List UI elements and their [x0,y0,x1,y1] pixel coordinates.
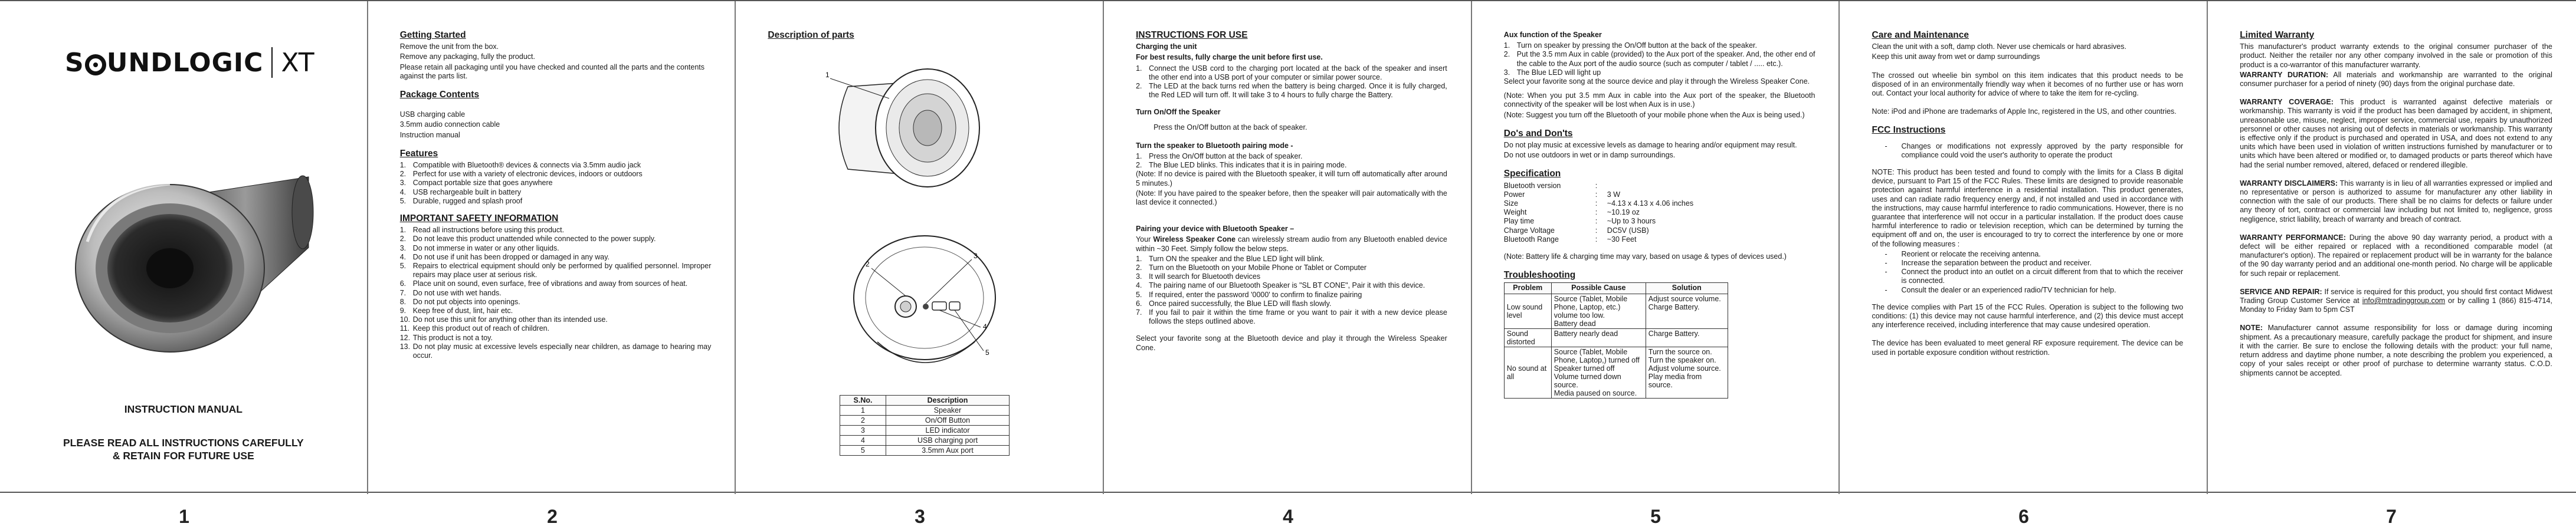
list-item: 2. Turn on the Bluetooth on your Mobile Phone or Tablet or Computer [1136,264,1367,272]
table-row: 2 On/Off Button [840,416,1010,426]
table-row: No sound at all Source (Tablet, Mobile Phone, Laptop,) turned off Speaker turned off Volume turned down source. Media paused on source. Turn the source on. Turn the speaker on. Adjust volume source. Play media from source. [1504,347,1728,398]
speaker-back-diagram [836,224,1007,389]
pairing-mode-steps [1136,152,1447,170]
list-item: 1. Connect the USB cord to the charging port located at the back of the speaker and insert the other end into a USB port of your computer or similar power source. [1136,64,1447,81]
dos-donts-line: Do not use outdoors in wet or in damp surroundings. [1503,151,1676,160]
panel-cover [0,1,368,494]
callout-4: 4 [983,322,988,331]
speaker-cone-illustration [70,153,317,357]
onoff-heading: Turn On/Off the Speaker [1136,108,1221,117]
safety-item: 7. Do not use with wet hands. [399,288,502,297]
list-item: 4. The pairing name of our Bluetooth Speaker is "SL BT CONE", Pair it with this device. [1136,281,1425,290]
package-item: USB charging cable [399,110,466,119]
list-item: - Connect the product into an outlet on a circuit different from that to which the receiver is connected. [1885,268,2184,285]
brand-logo [65,47,314,78]
package-item: 3.5mm audio connection cable [399,120,500,129]
manual-title: INSTRUCTION MANUAL [124,403,242,415]
page-number-7: 7 [2386,506,2397,527]
manual-subtitle [0,436,367,462]
support-email-link[interactable]: info@mtradinggroup.com [2362,297,2446,305]
parts-table-header [840,396,1010,406]
panel-instructions [1104,1,1472,494]
panel-aux-spec [1472,1,1840,494]
safety-item: 2. Do not leave this product unattended while connected to the power supply. [399,235,656,243]
safety-heading: IMPORTANT SAFETY INFORMATION [399,213,559,224]
safety-item: 9. Keep free of dust, lint, hair etc. [399,307,513,315]
charging-steps [1136,64,1447,100]
panel-parts [736,1,1104,494]
list-item: - Reorient or relocate the receiving antenna. [1885,249,2041,258]
care-para: Keep this unit away from wet or damp surroundings [1872,52,2040,61]
spec-row: Bluetooth version : [1503,181,1598,190]
fcc-heading: FCC Instructions [1872,125,1946,136]
spec-row: Bluetooth Range : ~30 Feet [1503,235,1637,243]
aux-steps [1504,41,1815,77]
warranty-intro: This manufacturer's product warranty extends to the original consumer purchaser of the product. Neither the retailer nor any other company involved in the sale or promotion of this product is a co-warrantor of this manufacturer warranty. [2240,42,2552,69]
package-contents-heading: Package Contents [399,90,480,100]
list-item: 7. If you fail to pair it within the time frame or you want to pair it with a new device please follows the steps outlined above. [1136,308,1447,326]
model-name: XT [281,47,314,78]
page-number-2: 2 [547,506,558,527]
fcc-measures [1872,250,2184,295]
care-para: The crossed out wheelie bin symbol on this item indicates that this product needs to be disposed of in an environmentally friendly way when it becomes of no further use or has worn out. Contact your local authority for advice of where to take the item for re-cycling. [1872,71,2184,98]
callout-1: 1 [825,71,830,79]
panel-care-fcc [1840,1,2208,494]
parts-table [840,395,1010,456]
care-para: Clean the unit with a soft, damp cloth. Never use chemicals or hard abrasives. [1872,42,2126,51]
list-item: - Increase the separation between the product and receiver. [1885,259,2092,268]
troubleshooting-heading: Troubleshooting [1503,270,1576,281]
speaker-front-diagram [824,63,1019,193]
safety-item: 4. Do not use if unit has been dropped or damaged in any way. [399,252,610,261]
warranty-duration: WARRANTY DURATION: All materials and workmanship are warranted to the original consumer purchaser for a period of ninety (90) days from the original purchase date. [2240,70,2552,88]
aux-note: (Note: Suggest you turn off the Bluetooth of your mobile phone when the Aux is being used.) [1503,110,1805,119]
features-heading: Features [399,148,438,159]
getting-started-line-2: Remove any packaging, fully the product. [399,52,535,61]
parts-heading: Description of parts [768,30,854,40]
feature-item: 2. Perfect for use with a variety of electronic devices, indoors or outdoors [399,170,643,179]
spec-row: Power : 3 W [1503,190,1621,199]
spec-row: Charge Voltage : DC5V (USB) [1503,226,1649,235]
spec-row: Play time : ~Up to 3 hours [1503,217,1656,226]
safety-item: 3. Do not immerse in water or any other liquids. [399,243,559,252]
warranty-coverage: WARRANTY COVERAGE: This product is warranted against defective materials or workmanship. This warranty is void if the product has been damaged by accident, in shipment, unreasonable use, misuse, neglect, improper service, commercial use, repairs by unauthorized personnel or other causes not arising out of defects in materials or workmanship. This warranty is effective only if the product is purchased and operated in USA, and does not extend to any units which have been used in violation of written instructions furnished by manufacturer or to units which have been altered or modified or, to damaged products or parts thereof which have had the serial number removed, altered, defaced or rendered illegible. [2240,98,2552,169]
table-row: 5 3.5mm Aux port [840,446,1010,456]
spec-row: Weight : ~10.19 oz [1503,208,1640,217]
page-number-5: 5 [1650,506,1661,527]
callout-3: 3 [974,252,978,260]
fcc-note: NOTE: This product has been tested and found to comply with the limits for a Class B digital device, pursuant to Part 15 of the FCC Rules. These limits are designed to provide reasonable protection against harmful interference in a residential installation. This product generates, uses and can radiate radio frequency energy and, if not installed and used in accordance with the instructions, may cause harmful interference to radio communications. However, there is no guarantee that interference will not occur in a particular installation. If the product does cause harmful interference to radio or television reception, which can be determined by turning the equipment off and on, the user is encouraged to try to correct the interference by one or more of the following measures : [1872,168,2184,248]
subtitle-line-1: PLEASE READ ALL INSTRUCTIONS CAREFULLY [63,437,304,449]
pairing-intro: Your Wireless Speaker Cone can wirelessly stream audio from any Bluetooth enabled device within ~30 Feet. Simply follow the below steps. [1136,235,1447,253]
aux-after-steps: Select your favorite song at the source device and play it through the Wireless Speaker Cone. [1503,77,1810,86]
page-number-1: 1 [179,506,189,527]
subtitle-line-2: & RETAIN FOR FUTURE USE [112,450,254,462]
list-item: - Consult the dealer or an experienced radio/TV technician for help. [1885,285,2116,294]
charging-note: For best results, fully charge the unit before first use. [1136,53,1323,62]
brand-text-right: UNDLOGIC [106,47,264,78]
features-list [400,161,712,206]
aux-heading: Aux function of the Speaker [1503,31,1602,39]
spec-note: (Note: Battery life & charging time may vary, based on usage & types of devices used.) [1503,252,1787,261]
fcc-part15: The device complies with Part 15 of the FCC Rules. Operation is subject to the following two conditions: (1) this device may not cause harmful interference, and (2) this device must accept any interference received, including interference that may cause undesired operation. [1872,302,2184,330]
package-item: Instruction manual [399,130,460,139]
feature-item: 4. USB rechargeable built in battery [399,187,522,196]
brand-o-icon [85,54,106,75]
warranty-heading: Limited Warranty [2240,30,2315,40]
fcc-rf: The device has been evaluated to meet general RF exposure requirement. The device can be used in portable exposure condition without restriction. [1872,339,2184,357]
warranty-note: NOTE: Manufacturer cannot assume responsibility for loss or damage during incoming shipment. As a precautionary measure, carefully package the product for shipment, and insure it with the carrier. Be sure to enclose the following details with the product: your full name, return address and daytime phone number, a note describing the problem you experienced, a copy of your sales receipt or other proof of purchase to determine warranty status. C.O.D. shipments cannot be accepted. [2240,324,2552,377]
specification-heading: Specification [1503,169,1561,179]
getting-started-line-3: Please retain all packaging until you have checked and counted all the parts and the contents against the parts list. [399,62,705,80]
pairing-outro: Select your favorite song at the Bluetooth device and play it through the Wireless Speaker Cone. [1136,334,1447,352]
warranty-performance: WARRANTY PERFORMANCE: During the above 90 day warranty period, a product with a defect will be either repaired or replaced with a reconditioned comparable model (at manufacturer's option). The repaired or replacement product will be in warranty for the balance of the 90 day warranty period and an additional one-month period. No charge will be applicable for such repair or replacement. [2240,233,2552,278]
pairing-mode-heading: Turn the speaker to Bluetooth pairing mode - [1136,141,1293,150]
fcc-bullet-list [1872,142,2184,160]
pairing-heading: Pairing your device with Bluetooth Speaker – [1136,225,1294,233]
dos-donts-line: Do not play music at excessive levels as damage to hearing and/or equipment may result. [1503,141,1797,150]
list-item: 2. The LED at the back turns red when the battery is being charged. Once it is fully charged, the Red LED will turn off. It will take 3 to 4 hours to fully charge the Battery. [1136,82,1447,100]
safety-item: 13. Do not play music at excessive levels especially near children, as damage to hearing may occur. [399,342,712,360]
pairing-mode-note: (Note: If you have paired to the speaker before, then the speaker will pair automatically with the last device it connected.) [1136,189,1447,207]
troubleshooting-header: Problem Possible Cause Solution [1504,283,1728,294]
callout-5: 5 [985,348,990,357]
list-item: - Changes or modifications not expressly approved by the party responsible for compliance could void the user's authority to operate the product [1885,141,2184,159]
col-sno: S.No. [840,396,886,406]
table-row: Low sound level Source (Tablet, Mobile Phone, Laptop, etc.) volume too low. Battery dead Adjust source volume. Charge Battery. [1504,294,1728,328]
page-number-3: 3 [915,506,925,527]
pairing-mode-note: (Note: If no device is paired with the Bluetooth speaker, it will turn off automatically after around 5 minutes.) [1136,170,1447,187]
safety-list [400,226,712,360]
feature-item: 1. Compatible with Bluetooth® devices & connects via 3.5mm audio jack [399,161,641,170]
brand-text-left: S [65,47,84,78]
getting-started-line-1: Remove the unit from the box. [399,42,499,51]
list-item: 2. Put the 3.5 mm Aux in cable (provided) to the Aux port of the speaker. And, the other end of the cable to the Aux port of the audio source (such as computer / tablet / ..... etc.). [1503,50,1815,68]
table-row: 1 Speaker [840,406,1010,416]
safety-item: 11. Keep this product out of reach of children. [399,324,550,333]
pairing-steps [1136,255,1447,327]
table-row: 4 USB charging port [840,436,1010,446]
feature-item: 5. Durable, rugged and splash proof [399,196,523,205]
table-row: Sound distorted Battery nearly dead Charge Battery. [1504,328,1728,347]
logo-divider [271,47,273,78]
list-item: 6. Once paired successfully, the Blue LED will flash slowly. [1136,299,1332,308]
col-description: Description [886,396,1010,406]
aux-note: (Note: When you put 3.5 mm Aux in cable into the Aux port of the speaker, the Bluetooth connectivity of the speaker will be lost when Aux is in use.) [1503,91,1815,109]
page-number-6: 6 [2018,506,2029,527]
charging-heading: Charging the unit [1136,42,1197,51]
page-number-4: 4 [1283,506,1293,527]
safety-item: 5. Repairs to electrical equipment should only be performed by qualified personnel. Improper repairs may place user at serious risk. [399,262,712,279]
safety-item: 8. Do not put objects into openings. [399,297,520,306]
safety-item: 6. Place unit on sound, even surface, free of vibrations and away from sources of heat. [399,279,688,288]
list-item: 3. The Blue LED will light up [1503,68,1601,77]
dos-donts-heading: Do's and Don'ts [1503,128,1573,139]
warranty-service: SERVICE AND REPAIR: If service is required for this product, you should first contact Midwest Trading Group Customer Service at info@mtradinggroup.com or by calling 1 (866) 815-4714, Monday to Friday 9am to 5pm CST [2240,287,2552,314]
panel-getting-started [368,1,736,494]
table-row: 3 LED indicator [840,426,1010,436]
list-item: 1. Press the On/Off button at the back of speaker. [1136,152,1303,161]
getting-started-heading: Getting Started [399,30,466,40]
list-item: 1. Turn ON the speaker and the Blue LED light will blink. [1136,254,1325,263]
troubleshooting-table [1504,282,1728,398]
care-heading: Care and Maintenance [1872,30,1969,40]
safety-item: 1. Read all instructions before using this product. [399,226,565,235]
spec-list [1504,182,1815,244]
panel-warranty [2208,1,2576,494]
spec-row: Size : ~4.13 x 4.13 x 4.06 inches [1503,199,1694,208]
instructions-heading: INSTRUCTIONS FOR USE [1136,30,1248,40]
safety-item: 12. This product is not a toy. [399,333,493,342]
list-item: 1. Turn on speaker by pressing the On/Off button at the back of the speaker. [1503,41,1757,50]
list-item: 2. The Blue LED blinks. This indicates that it is in pairing mode. [1136,161,1347,170]
list-item: 3. It will search for Bluetooth devices [1136,272,1261,281]
onoff-text: Press the On/Off button at the back of speaker. [1153,123,1307,131]
warranty-disclaimers: WARRANTY DISCLAIMERS: This warranty is in lieu of all warranties expressed or implied and no representative or person is authorized to assume for manufacturer any other liability in connection with the sale of our products. There shall be no claims for defects or failure under any theory of tort, contract or commercial law including but not limited to, negligence, gross negligence, strict liability, breach of warranty and breach of contract. [2240,179,2552,223]
safety-item: 10. Do not use this unit for anything other than its intended use. [399,315,608,324]
list-item: 5. If required, enter the password '0000' to confirm to finalize pairing [1136,290,1362,299]
feature-item: 3. Compact portable size that goes anywhere [399,179,553,187]
care-para: Note: iPod and iPhone are trademarks of Apple Inc, registered in the US, and other countries. [1872,107,2177,116]
callout-2: 2 [866,260,870,268]
